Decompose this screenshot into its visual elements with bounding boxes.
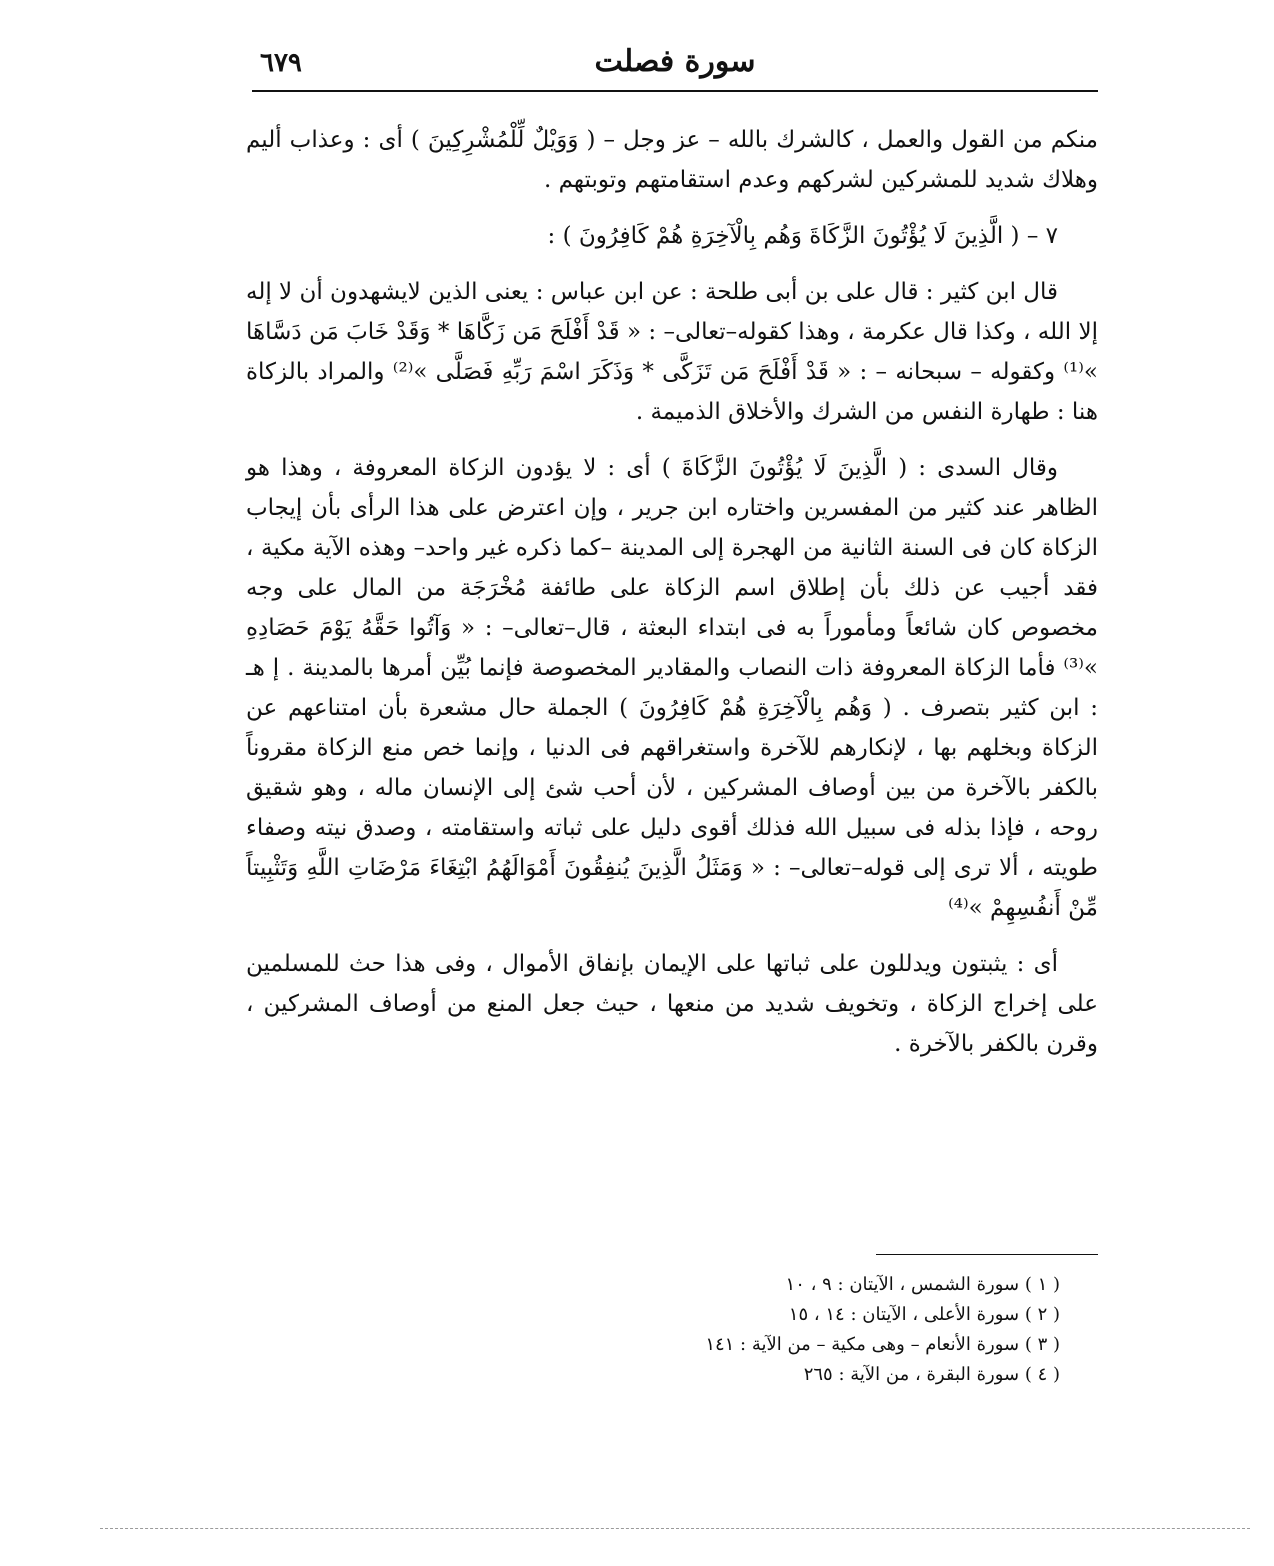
page-header <box>252 40 1098 90</box>
scan-bottom-edge <box>100 1528 1250 1529</box>
paragraph-conclusion: أى : يثبتون ويدللون على ثباتها على الإيمان بإنفاق الأموال ، وفى هذا حث للمسلمين على إخراج الزكاة ، وتخويف شديد من منعها ، حيث جعل المنع من أوصاف المشركين ، وقرن بالكفر بالآخرة . <box>246 951 1098 1057</box>
paragraph-suddi: وقال السدى : ( الَّذِينَ لَا يُؤْتُونَ الزَّكَاةَ ) أى : لا يؤدون الزكاة المعروفة ، وهذا هو الظاهر عند كثير من المفسرين واختاره ابن جرير ، وإن اعترض على هذا الرأى بأن إيجاب الزكاة كان فى السنة الثانية من الهجرة إلى المدينة –كما ذكره غير واحد– وهذه الآية مكية ، فقد أجيب عن ذلك بأن إطلاق اسم الزكاة على طائفة مُخْرَجَة من المال على وجه مخصوص كان شائعاً ومأموراً به فى ابتداء البعثة ، قال–تعالى– : « وَآتُوا حَقَّهُ يَوْمَ حَصَادِهِ »⁽³⁾ فأما الزكاة المعروفة ذات النصاب والمقادير المخصوصة فإنما بُيِّن أمرها بالمدينة . إ هـ : ابن كثير بتصرف . ( وَهُم بِالْآخِرَةِ هُمْ كَافِرُونَ ) الجملة حال مشعرة بأن امتناعهم عن الزكاة وبخلهم بها ، لإنكارهم للآخرة واستغراقهم فى الدنيا ، وإنما خص منع الزكاة مقروناً بالكفر بالآخرة من بين أوصاف المشركين ، لأن أحب شئ إلى الإنسان ماله ، وهو شقيق روحه ، فإذا بذله فى سبيل الله فذلك أقوى دليل على ثباته واستقامته ، وصدق نيته وصفاء طويته ، ألا ترى إلى قوله–تعالى– : « وَمَثَلُ الَّذِينَ يُنفِقُونَ أَمْوَالَهُمُ ابْتِغَاءَ مَرْضَاتِ اللَّهِ وَتَثْبِيتاً مِّنْ أَنفُسِهِمْ »⁽⁴⁾ <box>246 455 1098 921</box>
footnotes <box>500 1270 1060 1390</box>
footnote-4: ( ٤ ) سورة البقرة ، من الآية : ٢٦٥ <box>803 1364 1060 1385</box>
paragraph-continuation: منكم من القول والعمل ، كالشرك بالله – عز وجل – ( وَوَيْلٌ لِّلْمُشْرِكِينَ ) أى : وعذاب أليم وهلاك شديد للمشركين لشركهم وعدم استقامتهم وتوبتهم . <box>246 127 1098 193</box>
body-text <box>246 120 1098 1080</box>
footnote-2: ( ٢ ) سورة الأعلى ، الآيتان : ١٤ ، ١٥ <box>788 1304 1060 1325</box>
footnote-1: ( ١ ) سورة الشمس ، الآيتان : ٩ ، ١٠ <box>785 1274 1060 1295</box>
footnote-3: ( ٣ ) سورة الأنعام – وهى مكية – من الآية : ١٤١ <box>705 1334 1060 1355</box>
header-rule <box>252 90 1098 92</box>
verse-heading: ٧ – ( الَّذِينَ لَا يُؤْتُونَ الزَّكَاةَ وَهُم بِالْآخِرَةِ هُمْ كَافِرُونَ ) : <box>547 223 1058 249</box>
footnote-rule <box>876 1254 1098 1255</box>
surah-title: سورة فصلت <box>594 44 756 79</box>
page-number: ٦٧٩ <box>260 48 302 78</box>
paragraph-ibn-kathir: قال ابن كثير : قال على بن أبى طلحة : عن ابن عباس : يعنى الذين لايشهدون أن لا إله إلا الله ، وكذا قال عكرمة ، وهذا كقوله–تعالى– : « قَدْ أَفْلَحَ مَن زَكَّاهَا * وَقَدْ خَابَ مَن دَسَّاهَا »⁽¹⁾ وكقوله – سبحانه – : « قَدْ أَفْلَحَ مَن تَزَكَّى * وَذَكَرَ اسْمَ رَبِّهِ فَصَلَّى »⁽²⁾ والمراد بالزكاة هنا : طهارة النفس من الشرك والأخلاق الذميمة . <box>246 279 1098 425</box>
